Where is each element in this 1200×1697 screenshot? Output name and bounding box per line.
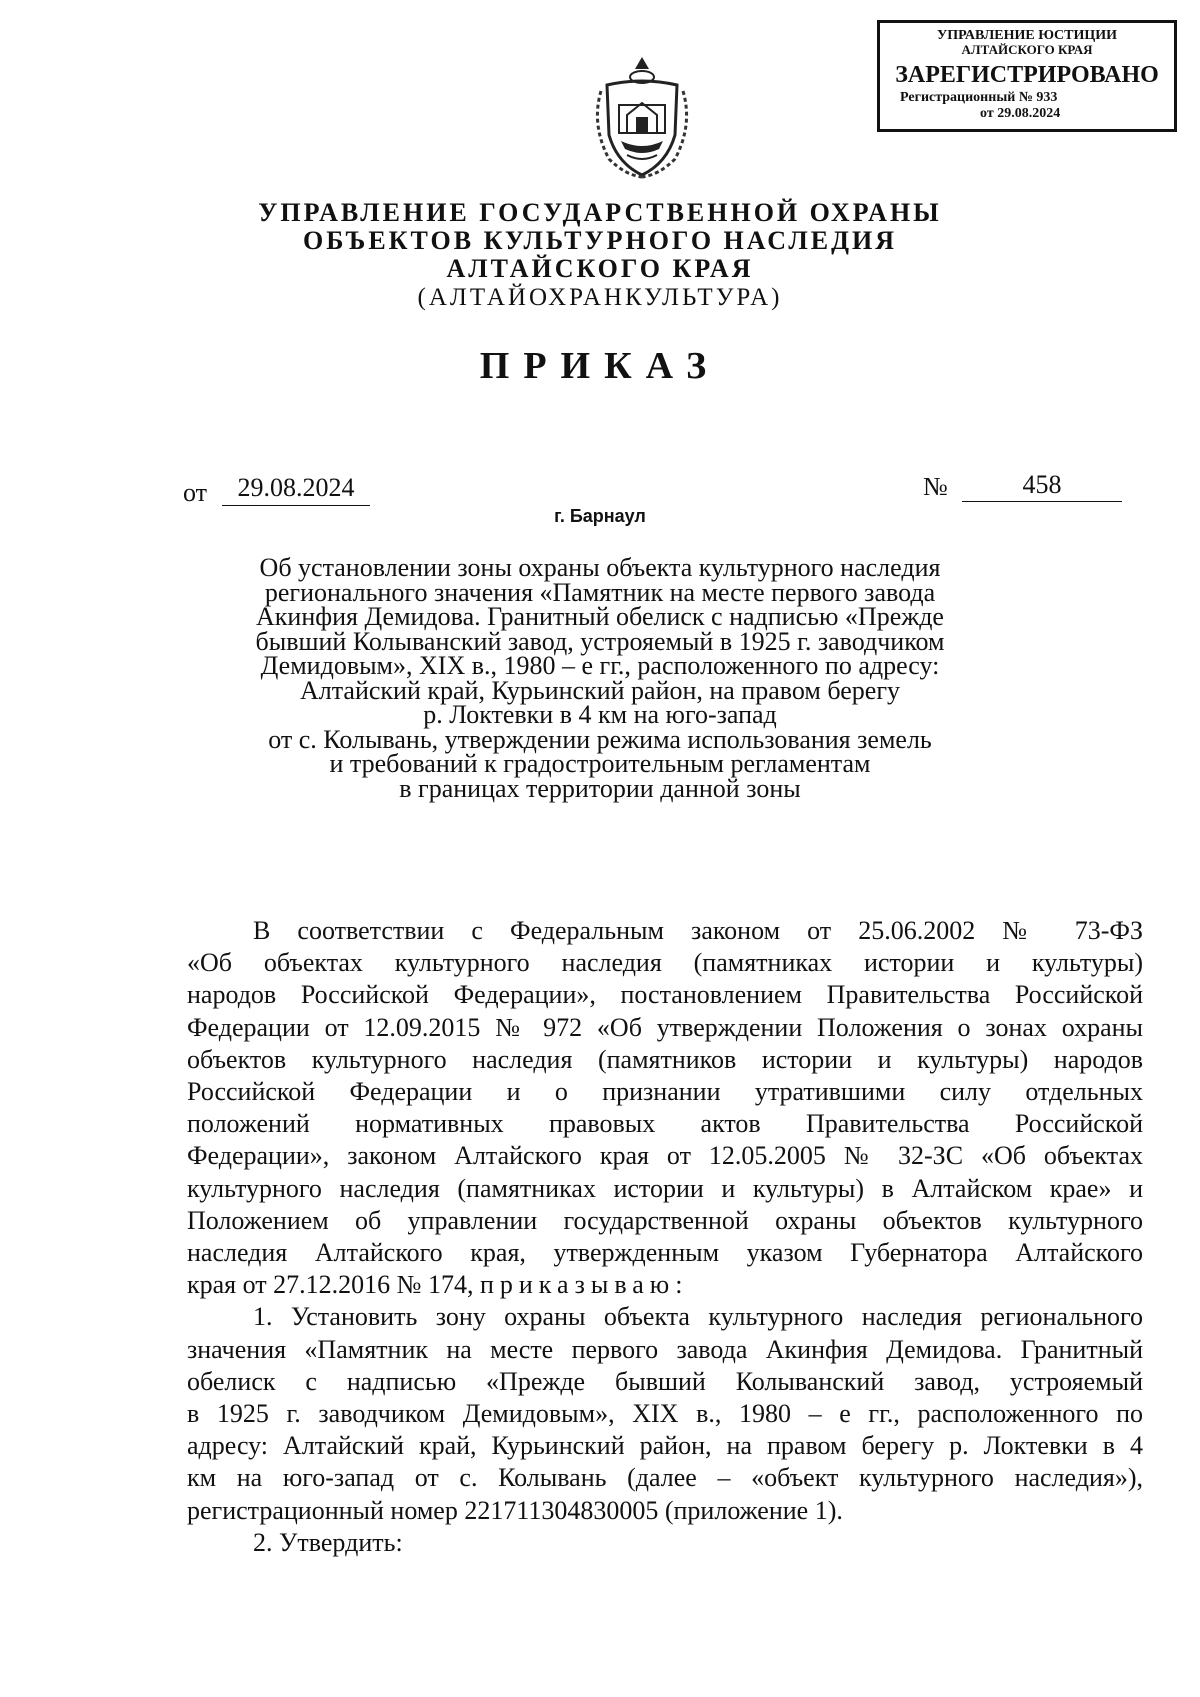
body-line: в 1925 г. заводчиком Демидовым», XIX в., 1980 – е гг., расположенного по xyxy=(187,1399,1143,1429)
body-line: значения «Памятник на месте первого завода Акинфия Демидова. Гранитный xyxy=(187,1334,1143,1364)
org-name-line3: АЛТАЙСКОГО КРАЯ xyxy=(446,254,754,283)
coat-of-arms-emblem xyxy=(587,55,697,180)
body-line: Федерации», законом Алтайского края от 12.05.2005 № 32-ЗС «Об объектах xyxy=(187,1141,1143,1171)
subject-line: в границах территории данной зоны xyxy=(399,773,801,803)
subject-line: Акинфия Демидова. Гранитный обелиск с надписью «Прежде xyxy=(256,602,944,631)
stamp-agency-line1: УПРАВЛЕНИЕ ЮСТИЦИИ xyxy=(937,28,1117,43)
body-line: 2. Утвердить: xyxy=(253,1527,403,1557)
body-line: регистрационный номер 221711304830005 (приложение 1). xyxy=(187,1495,843,1525)
subject-line: р. Локтевки в 4 км на юго-запад xyxy=(423,700,777,729)
order-verb: приказываю: xyxy=(479,1270,689,1300)
body-line: наследия Алтайского края, утвержденным указом Губернатора Алтайского xyxy=(187,1238,1143,1268)
body-line: народов Российской Федерации», постановлением Правительства Российской xyxy=(187,980,1143,1010)
subject-line: от с. Колывань, утверждении режима использования земель xyxy=(268,724,932,754)
subject-line: и требований к градостроительным регламентам xyxy=(329,749,871,778)
stamp-reg-date: от 29.08.2024 xyxy=(980,106,1061,121)
body-line: Положением об управлении государственной охраны объектов культурного xyxy=(187,1205,1143,1235)
org-name-line1: УПРАВЛЕНИЕ ГОСУДАРСТВЕННОЙ ОХРАНЫ xyxy=(258,198,942,227)
body-line: Российской Федерации и о признании утратившими силу отдельных xyxy=(187,1077,1143,1107)
subject-line: Алтайский край, Курьинский район, на правом берегу xyxy=(299,675,900,705)
number-sign: № xyxy=(923,472,948,501)
stamp-status: ЗАРЕГИСТРИРОВАНО xyxy=(895,62,1159,88)
subject-line: бывший Колыванский завод, устрояемый в 1925 г. заводчиком xyxy=(255,626,945,656)
body-line xyxy=(187,1269,1143,1301)
order-body xyxy=(187,915,1143,1559)
date-prefix: от xyxy=(183,478,208,507)
body-line: положений нормативных правовых актов Правительства Российской xyxy=(187,1109,1143,1139)
body-line: адресу: Алтайский край, Курьинский район, на правом берегу р. Локтевки в 4 xyxy=(187,1431,1143,1461)
stamp-reg-number: Регистрационный № 933 xyxy=(900,90,1058,105)
body-text: края от 27.12.2016 № 174, xyxy=(187,1270,474,1300)
body-line: культурного наследия (памятниках истории и культуры) в Алтайском крае» и xyxy=(187,1173,1143,1203)
body-line: «Об объектах культурного наследия (памятниках истории и культуры) xyxy=(187,948,1143,978)
body-line: 1. Установить зону охраны объекта культурного наследия регионального xyxy=(253,1302,1143,1332)
org-name-line2: ОБЪЕКТОВ КУЛЬТУРНОГО НАСЛЕДИЯ xyxy=(303,226,897,255)
order-date: 29.08.2024 xyxy=(222,471,370,506)
body-line: км на юго-запад от с. Колывань (далее – «объект культурного наследия»), xyxy=(187,1463,1143,1493)
subject-line: регионального значения «Памятник на месте первого завода xyxy=(264,577,936,607)
body-line: Федерации от 12.09.2015 № 972 «Об утверждении Положения о зонах охраны xyxy=(187,1012,1143,1042)
org-short-name: (АЛТАЙОХРАНКУЛЬТУРА) xyxy=(417,284,783,311)
stamp-agency-line2: АЛТАЙСКОГО КРАЯ xyxy=(961,42,1093,57)
subject-line: Об установлении зоны охраны объекта культурного наследия xyxy=(259,553,941,582)
document-title: ПРИКАЗ xyxy=(479,345,721,387)
order-subject xyxy=(180,553,1020,803)
body-line: обелиск с надписью «Прежде бывший Колыванский завод, устрояемый xyxy=(187,1366,1143,1396)
city: г. Барнаул xyxy=(554,506,646,526)
body-line: объектов культурного наследия (памятников истории и культуры) народов xyxy=(187,1044,1143,1074)
subject-line: Демидовым», XIX в., 1980 – е гг., расположенного по адресу: xyxy=(260,651,940,680)
registration-stamp xyxy=(877,20,1177,132)
order-number: 458 xyxy=(962,469,1122,502)
body-line: В соответствии с Федеральным законом от 25.06.2002 № 73-ФЗ xyxy=(253,916,1143,945)
